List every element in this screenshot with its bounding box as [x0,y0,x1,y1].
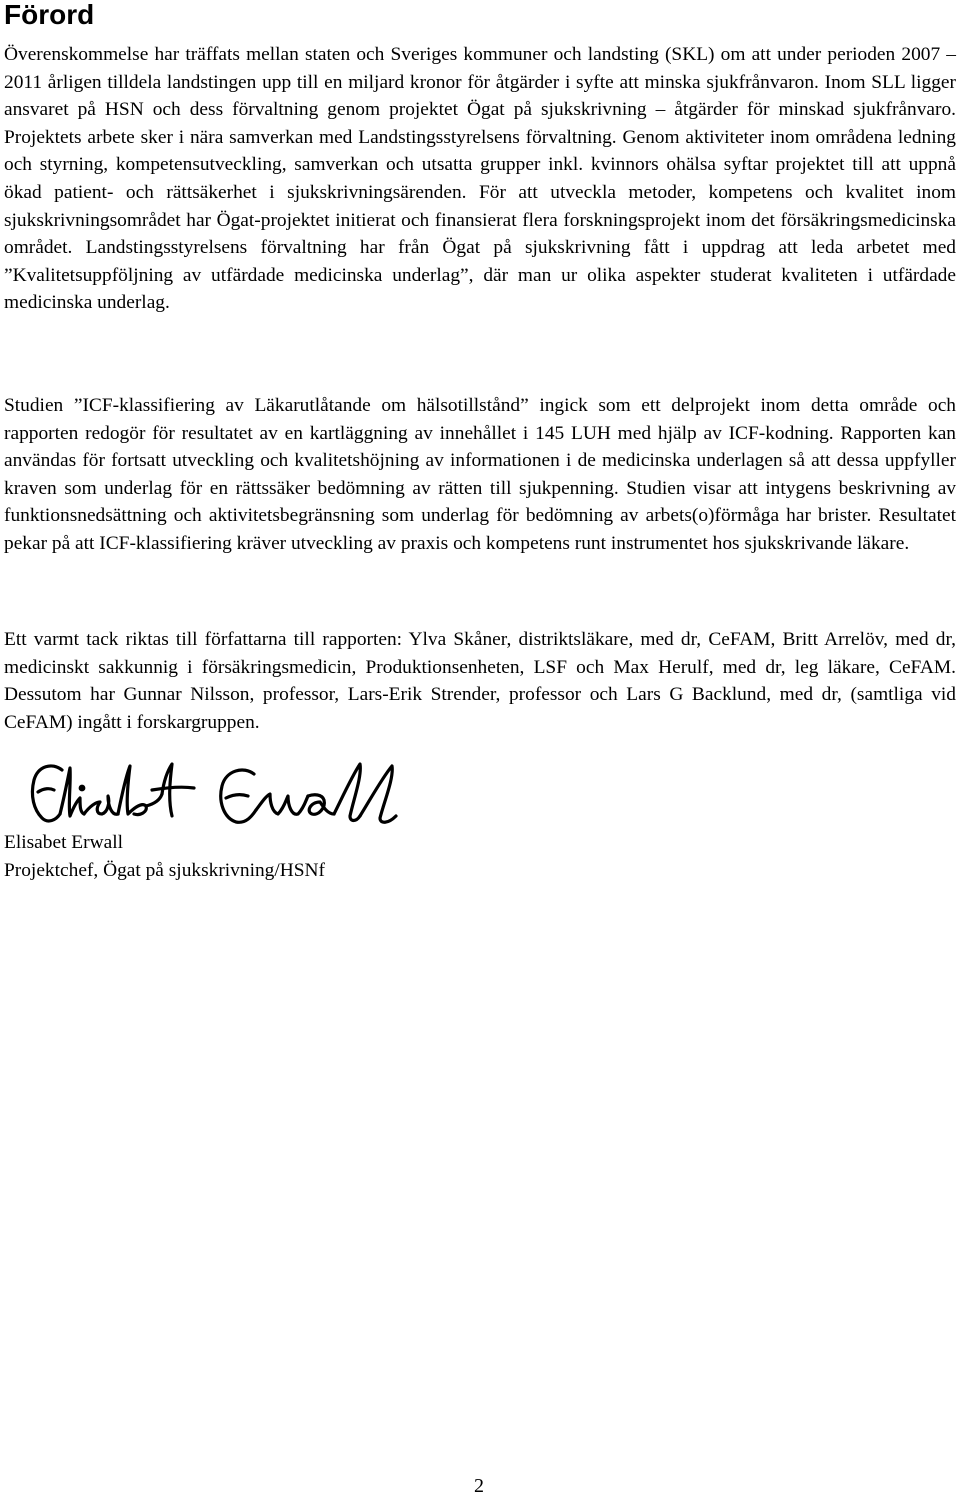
signatory-name: Elisabet Erwall [4,832,123,853]
paragraph-acknowledgements: Ett varmt tack riktas till författarna till rapporten: Ylva Skåner, distriktsläkare, med dr, CeFAM, Britt Arrelöv, med dr, medicinskt sakkunnig i försäkringsmedicin, Produktionsenheten, LSF och Max Herulf, med dr, leg läkare, CeFAM. Dessutom har Gunnar Nilsson, professor, Lars-Erik Strender, professor och Lars G Backlund, med dr, (samtliga vid CeFAM) ingått i forskargruppen. [4,629,956,733]
paragraph-study: Studien ”ICF-klassifiering av Läkarutlåtande om hälsotillstånd” ingick som ett delprojekt inom detta område och rapporten redogör för resultatet av en kartläggning av innehållet i 145 LUH med hjälp av ICF-kodning. Rapporten kan användas för fortsatt utveckling och kvalitetshöjning av informationen i de medicinska underlagen så att dessa uppfyller kraven som underlag för en rättssäker bedömning av rätten till sjukpenning. Studien visar att intygens beskrivning av funktionsnedsättning och aktivitetsbegränsning som underlag för bedömning av arbets(o)förmåga har brister. Resultatet pekar på att ICF-klassifiering kräver utveckling av praxis och kompetens runt instrumentet hos sjukskrivande läkare. [4,395,956,554]
handwritten-signature [4,758,444,838]
paragraph-background: Överenskommelse har träffats mellan staten och Sveriges kommuner och landsting (SKL) om att under perioden 2007 – 2011 årligen tilldela landstingen upp till en miljard kronor för åtgärder i syfte att minska sjukfrånvaron. Inom SLL ligger ansvaret på HSN och dess förvaltning genom projektet Ögat på sjukskrivning – åtgärder för minskad sjukfrånvaro. Projektets arbete sker i nära samverkan med Landstingsstyrelsens förvaltning. Genom aktiviteter inom områdena ledning och styrning, kompetensutveckling, samverkan och utsatta grupper inkl. kvinnors ohälsa syftar projektet till att uppnå ökad patient- och rättsäkerhet i sjukskrivningsärenden. För att utveckla metoder, kompetens och kvalitet inom sjukskrivningsområdet har Ögat-projektet initierat och finansierat flera forskningsprojekt inom det försäkringsmedicinska området. Landstingsstyrelsens förvaltning har från Ögat på sjukskrivning fått i uppdrag att leda arbetet med ”Kvalitetsuppföljning av utfärdade medicinska underlag”, där man ur olika aspekter studerat kvaliteten i utfärdade medicinska underlag. [4,44,956,314]
page-number: 2 [474,1475,484,1497]
signatory-role: Projektchef, Ögat på sjukskrivning/HSNf [4,860,325,881]
page-title: Förord [4,0,95,30]
document-page [4,0,956,1497]
